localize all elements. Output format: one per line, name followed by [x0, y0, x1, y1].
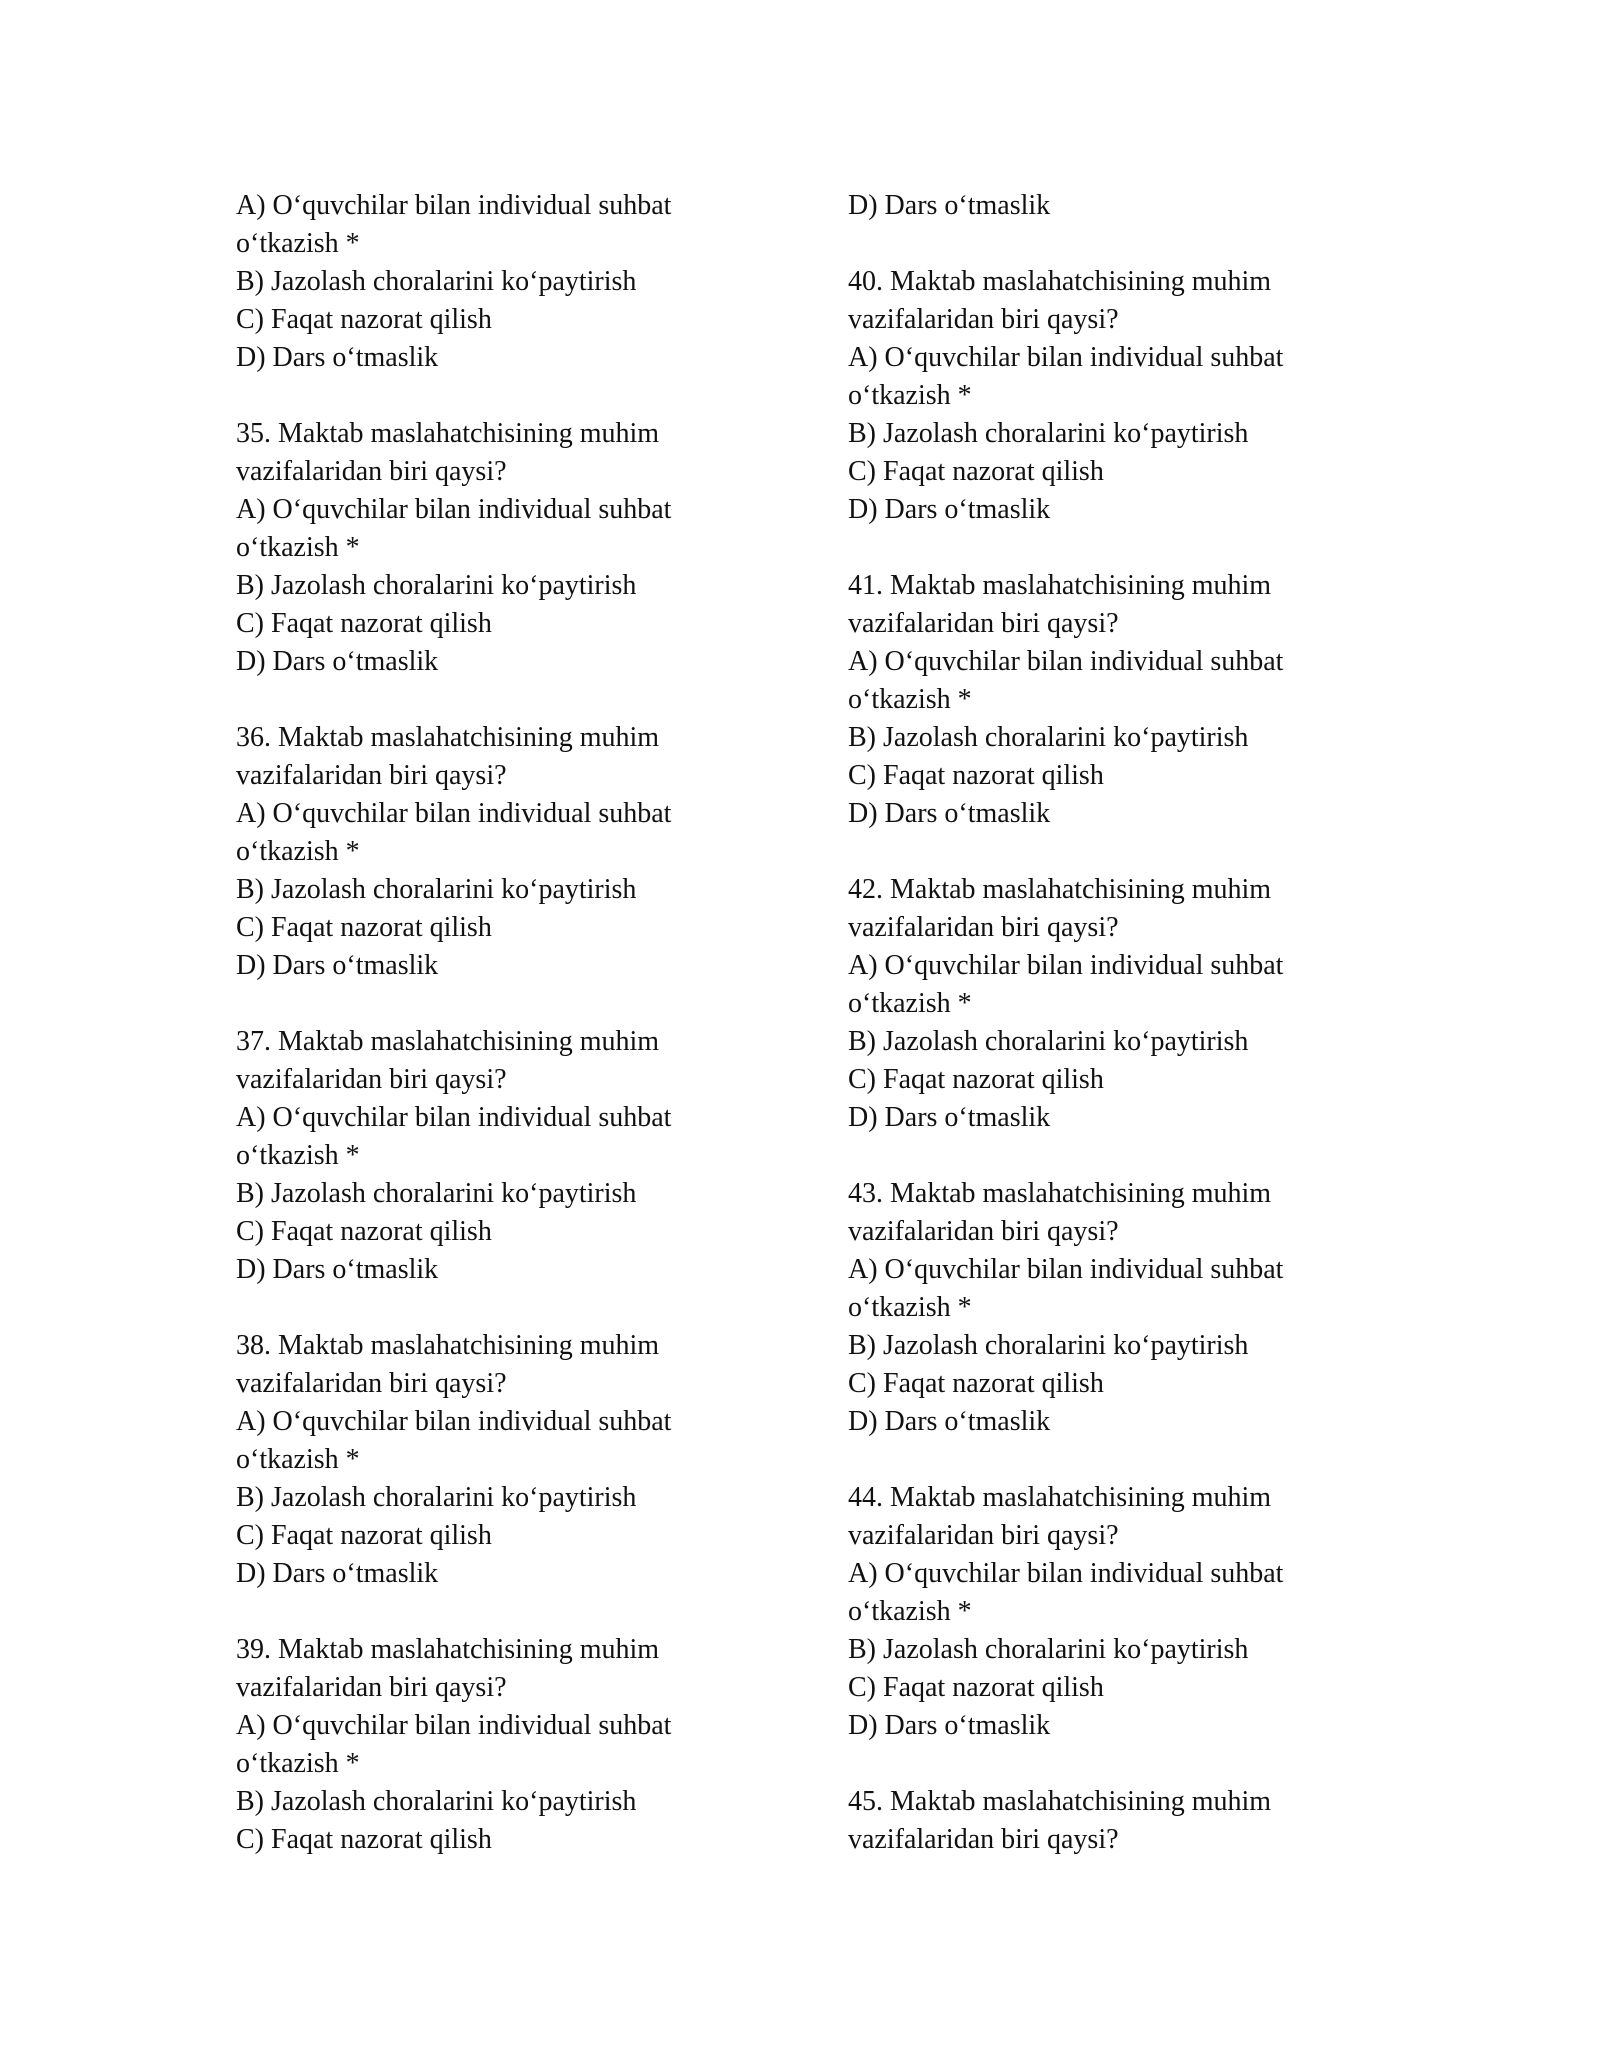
option-d: D) Dars o‘tmaslik [236, 1558, 439, 1589]
option-c: C) Faqat nazorat qilish [236, 1216, 492, 1247]
question-block-39 [236, 1631, 756, 1859]
question-text-line-1: 35. Maktab maslahatchisining muhim [236, 418, 660, 449]
question-text-line-2: vazifalaridan biri qaysi? [848, 304, 1119, 335]
option-a-line-1: A) O‘quvchilar bilan individual suhbat [848, 1558, 1284, 1589]
option-a-line-2: o‘tkazish * [236, 1444, 360, 1475]
question-text-line-2: vazifalaridan biri qaysi? [236, 1672, 507, 1703]
option-d: D) Dars o‘tmaslik [848, 1406, 1051, 1437]
question-text-line-1: 39. Maktab maslahatchisining muhim [236, 1634, 660, 1665]
question-text-line-1: 36. Maktab maslahatchisining muhim [236, 722, 660, 753]
option-c: C) Faqat nazorat qilish [848, 1672, 1104, 1703]
question-block-37 [236, 1023, 756, 1289]
option-d: D) Dars o‘tmaslik [848, 494, 1051, 525]
question-text-line-2: vazifalaridan biri qaysi? [848, 1824, 1119, 1855]
question-block-45 [848, 1783, 1368, 1859]
question-text-line-1: 45. Maktab maslahatchisining muhim [848, 1786, 1272, 1817]
option-c: C) Faqat nazorat qilish [236, 1824, 492, 1855]
option-a-line-1: A) O‘quvchilar bilan individual suhbat [236, 494, 672, 525]
question-text-line-2: vazifalaridan biri qaysi? [848, 1216, 1119, 1247]
option-a-line-2: o‘tkazish * [848, 1292, 972, 1323]
question-block-38 [236, 1327, 756, 1593]
spacer [848, 833, 1368, 871]
left-column [236, 187, 756, 1859]
spacer [236, 681, 756, 719]
option-b: B) Jazolash choralarini ko‘paytirish [848, 418, 1249, 449]
option-a-line-2: o‘tkazish * [236, 836, 360, 867]
option-d: D) Dars o‘tmaslik [848, 798, 1051, 829]
question-text-line-1: 38. Maktab maslahatchisining muhim [236, 1330, 660, 1361]
spacer [848, 1137, 1368, 1175]
spacer [236, 1593, 756, 1631]
option-d: D) Dars o‘tmaslik [236, 342, 439, 373]
option-a-line-2: o‘tkazish * [236, 228, 360, 259]
option-b: B) Jazolash choralarini ko‘paytirish [236, 266, 637, 297]
question-block-36 [236, 719, 756, 985]
option-a-line-2: o‘tkazish * [848, 988, 972, 1019]
option-b: B) Jazolash choralarini ko‘paytirish [236, 1482, 637, 1513]
option-b: B) Jazolash choralarini ko‘paytirish [848, 1634, 1249, 1665]
option-a-line-2: o‘tkazish * [848, 1596, 972, 1627]
question-block-partial [848, 187, 1368, 225]
spacer [236, 1289, 756, 1327]
option-b: B) Jazolash choralarini ko‘paytirish [236, 570, 637, 601]
question-block-41 [848, 567, 1368, 833]
option-b: B) Jazolash choralarini ko‘paytirish [848, 1026, 1249, 1057]
option-a-line-2: o‘tkazish * [848, 380, 972, 411]
option-b: B) Jazolash choralarini ko‘paytirish [848, 722, 1249, 753]
question-block-40 [848, 263, 1368, 529]
option-c: C) Faqat nazorat qilish [236, 912, 492, 943]
option-c: C) Faqat nazorat qilish [236, 304, 492, 335]
option-d: D) Dars o‘tmaslik [848, 190, 1051, 221]
option-a-line-1: A) O‘quvchilar bilan individual suhbat [848, 342, 1284, 373]
option-d: D) Dars o‘tmaslik [236, 646, 439, 677]
option-a-line-2: o‘tkazish * [236, 532, 360, 563]
question-block-43 [848, 1175, 1368, 1441]
spacer [848, 225, 1368, 263]
option-a-line-1: A) O‘quvchilar bilan individual suhbat [236, 190, 672, 221]
question-block-42 [848, 871, 1368, 1137]
question-block-partial [236, 187, 756, 377]
option-d: D) Dars o‘tmaslik [236, 950, 439, 981]
option-a-line-1: A) O‘quvchilar bilan individual suhbat [236, 1102, 672, 1133]
question-text-line-2: vazifalaridan biri qaysi? [236, 1368, 507, 1399]
option-d: D) Dars o‘tmaslik [848, 1710, 1051, 1741]
spacer [848, 529, 1368, 567]
option-c: C) Faqat nazorat qilish [848, 1064, 1104, 1095]
question-text-line-2: vazifalaridan biri qaysi? [236, 760, 507, 791]
question-text-line-2: vazifalaridan biri qaysi? [848, 608, 1119, 639]
option-d: D) Dars o‘tmaslik [848, 1102, 1051, 1133]
right-column [848, 187, 1368, 1859]
question-text-line-2: vazifalaridan biri qaysi? [848, 1520, 1119, 1551]
option-a-line-1: A) O‘quvchilar bilan individual suhbat [848, 1254, 1284, 1285]
option-c: C) Faqat nazorat qilish [848, 760, 1104, 791]
spacer [236, 985, 756, 1023]
option-c: C) Faqat nazorat qilish [236, 608, 492, 639]
option-c: C) Faqat nazorat qilish [236, 1520, 492, 1551]
option-c: C) Faqat nazorat qilish [848, 1368, 1104, 1399]
spacer [848, 1441, 1368, 1479]
option-a-line-2: o‘tkazish * [848, 684, 972, 715]
option-a-line-1: A) O‘quvchilar bilan individual suhbat [848, 950, 1284, 981]
option-b: B) Jazolash choralarini ko‘paytirish [848, 1330, 1249, 1361]
option-c: C) Faqat nazorat qilish [848, 456, 1104, 487]
spacer [236, 377, 756, 415]
option-a-line-1: A) O‘quvchilar bilan individual suhbat [236, 1710, 672, 1741]
option-a-line-2: o‘tkazish * [236, 1140, 360, 1171]
option-a-line-1: A) O‘quvchilar bilan individual suhbat [848, 646, 1284, 677]
option-a-line-2: o‘tkazish * [236, 1748, 360, 1779]
option-b: B) Jazolash choralarini ko‘paytirish [236, 874, 637, 905]
option-a-line-1: A) O‘quvchilar bilan individual suhbat [236, 798, 672, 829]
option-b: B) Jazolash choralarini ko‘paytirish [236, 1178, 637, 1209]
question-block-35 [236, 415, 756, 681]
option-d: D) Dars o‘tmaslik [236, 1254, 439, 1285]
question-text-line-2: vazifalaridan biri qaysi? [236, 1064, 507, 1095]
question-text-line-1: 37. Maktab maslahatchisining muhim [236, 1026, 660, 1057]
question-text-line-2: vazifalaridan biri qaysi? [236, 456, 507, 487]
option-a-line-1: A) O‘quvchilar bilan individual suhbat [236, 1406, 672, 1437]
option-b: B) Jazolash choralarini ko‘paytirish [236, 1786, 637, 1817]
spacer [848, 1745, 1368, 1783]
question-text-line-1: 43. Maktab maslahatchisining muhim [848, 1178, 1272, 1209]
question-block-44 [848, 1479, 1368, 1745]
question-text-line-1: 41. Maktab maslahatchisining muhim [848, 570, 1272, 601]
question-text-line-1: 40. Maktab maslahatchisining muhim [848, 266, 1272, 297]
question-text-line-1: 44. Maktab maslahatchisining muhim [848, 1482, 1272, 1513]
question-text-line-1: 42. Maktab maslahatchisining muhim [848, 874, 1272, 905]
question-text-line-2: vazifalaridan biri qaysi? [848, 912, 1119, 943]
